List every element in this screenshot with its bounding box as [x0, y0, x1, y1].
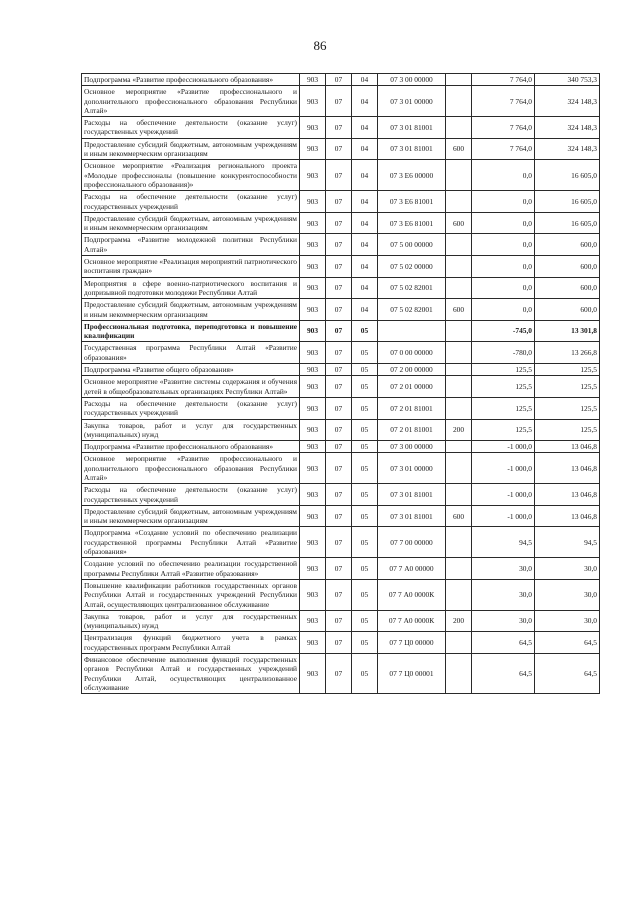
row-section-code: 07 — [326, 117, 352, 139]
row-total-amount: 16 605,0 — [535, 212, 600, 234]
row-subsection-code: 05 — [352, 632, 378, 654]
row-name: Подпрограмма «Развитие общего образования» — [82, 364, 300, 376]
row-section-code: 07 — [326, 299, 352, 321]
row-subsection-code: 04 — [352, 160, 378, 191]
row-target-article: 07 3 00 00000 — [378, 74, 446, 86]
row-expense-type: 600 — [446, 299, 472, 321]
row-subsection-code: 05 — [352, 376, 378, 398]
row-name: Расходы на обеспечение деятельности (оказание услуг) государственных учреждений — [82, 484, 300, 506]
row-subsection-code: 04 — [352, 74, 378, 86]
row-change-amount: -780,0 — [472, 342, 535, 364]
row-subsection-code: 04 — [352, 86, 378, 117]
table-row — [82, 342, 600, 364]
row-admin-code: 903 — [300, 364, 326, 376]
row-total-amount: 94,5 — [535, 527, 600, 558]
row-name: Подпрограмма «Развитие профессионального образования» — [82, 441, 300, 453]
row-section-code: 07 — [326, 364, 352, 376]
row-admin-code: 903 — [300, 160, 326, 191]
row-subsection-code: 05 — [352, 579, 378, 610]
row-expense-type — [446, 558, 472, 580]
row-section-code: 07 — [326, 579, 352, 610]
row-subsection-code: 05 — [352, 505, 378, 527]
row-name: Подпрограмма «Развитие профессионального образования» — [82, 74, 300, 86]
row-change-amount: 0,0 — [472, 256, 535, 278]
row-admin-code: 903 — [300, 234, 326, 256]
table-row — [82, 160, 600, 191]
row-expense-type — [446, 632, 472, 654]
row-total-amount: 125,5 — [535, 364, 600, 376]
table-row — [82, 74, 600, 86]
row-change-amount: 0,0 — [472, 191, 535, 213]
row-target-article: 07 2 00 00000 — [378, 364, 446, 376]
row-expense-type: 600 — [446, 212, 472, 234]
row-change-amount: 7 764,0 — [472, 117, 535, 139]
row-admin-code: 903 — [300, 256, 326, 278]
row-total-amount: 600,0 — [535, 299, 600, 321]
row-section-code: 07 — [326, 234, 352, 256]
row-total-amount: 324 148,3 — [535, 117, 600, 139]
table-row — [82, 610, 600, 632]
row-subsection-code: 05 — [352, 441, 378, 453]
page-number: 86 — [313, 38, 327, 53]
row-section-code: 07 — [326, 212, 352, 234]
row-admin-code: 903 — [300, 610, 326, 632]
row-expense-type — [446, 74, 472, 86]
row-expense-type — [446, 342, 472, 364]
table-row — [82, 527, 600, 558]
row-total-amount: 13 046,8 — [535, 505, 600, 527]
row-admin-code: 903 — [300, 558, 326, 580]
row-total-amount: 16 605,0 — [535, 191, 600, 213]
row-name: Расходы на обеспечение деятельности (оказание услуг) государственных учреждений — [82, 117, 300, 139]
row-name: Предоставление субсидий бюджетным, автономным учреждениям и иным некоммерческим организациям — [82, 138, 300, 160]
row-change-amount: 7 764,0 — [472, 138, 535, 160]
row-total-amount: 125,5 — [535, 376, 600, 398]
row-total-amount: 64,5 — [535, 654, 600, 694]
row-change-amount: 125,5 — [472, 397, 535, 419]
row-total-amount: 64,5 — [535, 632, 600, 654]
table-row — [82, 505, 600, 527]
table-row — [82, 234, 600, 256]
row-admin-code: 903 — [300, 320, 326, 342]
row-subsection-code: 05 — [352, 484, 378, 506]
row-name: Подпрограмма «Создание условий по обеспечению реализации государственной программы Республики Алтай «Развитие образования» — [82, 527, 300, 558]
row-subsection-code: 04 — [352, 299, 378, 321]
row-expense-type — [446, 397, 472, 419]
table-row — [82, 86, 600, 117]
table-row — [82, 376, 600, 398]
row-subsection-code: 04 — [352, 234, 378, 256]
table-row — [82, 558, 600, 580]
row-admin-code: 903 — [300, 376, 326, 398]
row-total-amount: 13 301,8 — [535, 320, 600, 342]
row-change-amount: 94,5 — [472, 527, 535, 558]
table-row — [82, 441, 600, 453]
row-total-amount: 125,5 — [535, 419, 600, 441]
row-admin-code: 903 — [300, 212, 326, 234]
row-name: Подпрограмма «Развитие молодежной политики Республики Алтай» — [82, 234, 300, 256]
row-name: Расходы на обеспечение деятельности (оказание услуг) государственных учреждений — [82, 191, 300, 213]
row-admin-code: 903 — [300, 86, 326, 117]
row-subsection-code: 05 — [352, 453, 378, 484]
row-target-article: 07 3 01 00000 — [378, 86, 446, 117]
row-target-article: 07 3 01 81001 — [378, 117, 446, 139]
row-target-article: 07 2 01 81001 — [378, 419, 446, 441]
row-target-article: 07 7 А0 0000К — [378, 579, 446, 610]
row-admin-code: 903 — [300, 419, 326, 441]
row-total-amount: 30,0 — [535, 610, 600, 632]
row-expense-type — [446, 527, 472, 558]
table-row — [82, 299, 600, 321]
row-section-code: 07 — [326, 256, 352, 278]
row-change-amount: -745,0 — [472, 320, 535, 342]
row-total-amount: 13 266,8 — [535, 342, 600, 364]
row-target-article: 07 3 E6 00000 — [378, 160, 446, 191]
row-total-amount: 324 148,3 — [535, 86, 600, 117]
row-expense-type — [446, 364, 472, 376]
table-row — [82, 138, 600, 160]
row-expense-type — [446, 277, 472, 299]
row-section-code: 07 — [326, 527, 352, 558]
row-subsection-code: 05 — [352, 397, 378, 419]
table-row — [82, 484, 600, 506]
row-target-article: 07 3 00 00000 — [378, 441, 446, 453]
row-change-amount: 0,0 — [472, 212, 535, 234]
row-name: Основное мероприятие «Развитие профессионального и дополнительного профессионального образования Республики Алтай» — [82, 453, 300, 484]
row-total-amount: 600,0 — [535, 256, 600, 278]
row-subsection-code: 04 — [352, 277, 378, 299]
row-name: Закупка товаров, работ и услуг для государственных (муниципальных) нужд — [82, 419, 300, 441]
row-target-article: 07 3 01 81001 — [378, 138, 446, 160]
row-subsection-code: 04 — [352, 191, 378, 213]
row-target-article: 07 7 А0 0000К — [378, 610, 446, 632]
row-admin-code: 903 — [300, 74, 326, 86]
row-section-code: 07 — [326, 558, 352, 580]
row-expense-type — [446, 484, 472, 506]
row-subsection-code: 04 — [352, 117, 378, 139]
row-admin-code: 903 — [300, 138, 326, 160]
table-row — [82, 117, 600, 139]
row-target-article: 07 3 01 81001 — [378, 505, 446, 527]
row-section-code: 07 — [326, 160, 352, 191]
row-expense-type — [446, 376, 472, 398]
row-total-amount: 125,5 — [535, 397, 600, 419]
row-subsection-code: 04 — [352, 138, 378, 160]
row-target-article: 07 5 00 00000 — [378, 234, 446, 256]
row-change-amount: 125,5 — [472, 419, 535, 441]
table-row — [82, 277, 600, 299]
row-target-article: 07 7 00 00000 — [378, 527, 446, 558]
row-change-amount: 0,0 — [472, 277, 535, 299]
row-section-code: 07 — [326, 453, 352, 484]
row-name: Расходы на обеспечение деятельности (оказание услуг) государственных учреждений — [82, 397, 300, 419]
row-change-amount: -1 000,0 — [472, 505, 535, 527]
row-section-code: 07 — [326, 191, 352, 213]
row-change-amount: 30,0 — [472, 610, 535, 632]
row-expense-type — [446, 86, 472, 117]
row-target-article: 07 7 Ц0 00001 — [378, 654, 446, 694]
row-admin-code: 903 — [300, 191, 326, 213]
row-section-code: 07 — [326, 342, 352, 364]
row-total-amount: 16 605,0 — [535, 160, 600, 191]
row-name: Государственная программа Республики Алтай «Развитие образования» — [82, 342, 300, 364]
row-expense-type — [446, 117, 472, 139]
row-name: Основное мероприятие «Реализация мероприятий патриотического воспитания граждан» — [82, 256, 300, 278]
row-name: Централизация функций бюджетного учета в рамках государственных программ Республики Алтай — [82, 632, 300, 654]
row-subsection-code: 05 — [352, 364, 378, 376]
row-section-code: 07 — [326, 397, 352, 419]
row-expense-type — [446, 160, 472, 191]
row-target-article: 07 7 А0 00000 — [378, 558, 446, 580]
row-subsection-code: 05 — [352, 342, 378, 364]
row-name: Закупка товаров, работ и услуг для государственных (муниципальных) нужд — [82, 610, 300, 632]
row-expense-type — [446, 256, 472, 278]
row-change-amount: -1 000,0 — [472, 453, 535, 484]
row-target-article: 07 2 01 00000 — [378, 376, 446, 398]
row-target-article: 07 3 01 81001 — [378, 484, 446, 506]
table-row — [82, 453, 600, 484]
table-row — [82, 256, 600, 278]
row-section-code: 07 — [326, 505, 352, 527]
row-expense-type — [446, 191, 472, 213]
row-change-amount: 0,0 — [472, 160, 535, 191]
row-name: Профессиональная подготовка, переподготовка и повышение квалификации — [82, 320, 300, 342]
table-row — [82, 632, 600, 654]
row-expense-type: 600 — [446, 138, 472, 160]
row-target-article: 07 7 Ц0 00000 — [378, 632, 446, 654]
row-section-code: 07 — [326, 441, 352, 453]
row-section-code: 07 — [326, 654, 352, 694]
row-target-article: 07 3 E6 81001 — [378, 212, 446, 234]
row-expense-type — [446, 579, 472, 610]
row-expense-type: 200 — [446, 419, 472, 441]
row-subsection-code: 04 — [352, 212, 378, 234]
row-change-amount: 30,0 — [472, 558, 535, 580]
row-subsection-code: 05 — [352, 558, 378, 580]
row-name: Предоставление субсидий бюджетным, автономным учреждениям и иным некоммерческим организациям — [82, 299, 300, 321]
row-expense-type — [446, 654, 472, 694]
row-target-article: 07 3 01 00000 — [378, 453, 446, 484]
table-row — [82, 654, 600, 694]
row-target-article: 07 3 E6 81001 — [378, 191, 446, 213]
row-name: Повышение квалификации работников государственных органов Республики Алтай и государственных учреждений Республики Алтай, осуществляющих централизованное обслуживание — [82, 579, 300, 610]
row-expense-type: 600 — [446, 505, 472, 527]
row-target-article: 07 5 02 00000 — [378, 256, 446, 278]
row-total-amount: 13 046,8 — [535, 441, 600, 453]
row-expense-type — [446, 320, 472, 342]
budget-table-body — [82, 74, 600, 694]
row-admin-code: 903 — [300, 453, 326, 484]
row-admin-code: 903 — [300, 579, 326, 610]
row-change-amount: 125,5 — [472, 376, 535, 398]
table-row — [82, 191, 600, 213]
table-row — [82, 579, 600, 610]
row-admin-code: 903 — [300, 632, 326, 654]
row-total-amount: 600,0 — [535, 234, 600, 256]
row-total-amount: 30,0 — [535, 558, 600, 580]
row-admin-code: 903 — [300, 441, 326, 453]
row-change-amount: 7 764,0 — [472, 74, 535, 86]
row-change-amount: -1 000,0 — [472, 441, 535, 453]
row-subsection-code: 05 — [352, 654, 378, 694]
row-admin-code: 903 — [300, 342, 326, 364]
row-target-article: 07 5 02 82001 — [378, 299, 446, 321]
row-name: Основное мероприятие «Развитие системы содержания и обучения детей в общеобразовательных организациях Республики Алтай» — [82, 376, 300, 398]
row-change-amount: 0,0 — [472, 234, 535, 256]
row-admin-code: 903 — [300, 527, 326, 558]
row-change-amount: 0,0 — [472, 299, 535, 321]
row-total-amount: 13 046,8 — [535, 453, 600, 484]
row-name: Финансовое обеспечение выполнения функций государственных органов Республики Алтай и государственных учреждений Республики Алтай, осуществляющих централизованное обслуживание — [82, 654, 300, 694]
table-row — [82, 419, 600, 441]
row-subsection-code: 05 — [352, 610, 378, 632]
row-name: Основное мероприятие «Развитие профессионального и дополнительного профессионального образования Республики Алтай» — [82, 86, 300, 117]
row-change-amount: -1 000,0 — [472, 484, 535, 506]
row-total-amount: 13 046,8 — [535, 484, 600, 506]
row-section-code: 07 — [326, 138, 352, 160]
row-total-amount: 600,0 — [535, 277, 600, 299]
row-admin-code: 903 — [300, 277, 326, 299]
row-total-amount: 340 753,3 — [535, 74, 600, 86]
table-row — [82, 320, 600, 342]
row-name: Предоставление субсидий бюджетным, автономным учреждениям и иным некоммерческим организациям — [82, 505, 300, 527]
row-admin-code: 903 — [300, 117, 326, 139]
table-row — [82, 364, 600, 376]
row-section-code: 07 — [326, 484, 352, 506]
table-row — [82, 397, 600, 419]
row-target-article: 07 0 00 00000 — [378, 342, 446, 364]
row-admin-code: 903 — [300, 299, 326, 321]
row-admin-code: 903 — [300, 484, 326, 506]
row-total-amount: 30,0 — [535, 579, 600, 610]
table-row — [82, 212, 600, 234]
row-section-code: 07 — [326, 86, 352, 117]
budget-table — [81, 73, 600, 694]
row-name: Мероприятия в сфере военно-патриотического воспитания и допризывной подготовки молодежи Республики Алтай — [82, 277, 300, 299]
row-target-article — [378, 320, 446, 342]
row-section-code: 07 — [326, 419, 352, 441]
row-subsection-code: 04 — [352, 256, 378, 278]
row-subsection-code: 05 — [352, 419, 378, 441]
row-expense-type: 200 — [446, 610, 472, 632]
row-section-code: 07 — [326, 610, 352, 632]
row-expense-type — [446, 453, 472, 484]
row-admin-code: 903 — [300, 654, 326, 694]
row-change-amount: 30,0 — [472, 579, 535, 610]
row-target-article: 07 2 01 81001 — [378, 397, 446, 419]
row-expense-type — [446, 441, 472, 453]
row-admin-code: 903 — [300, 505, 326, 527]
row-name: Создание условий по обеспечению реализации государственной программы Республики Алтай «Развитие образования» — [82, 558, 300, 580]
row-expense-type — [446, 234, 472, 256]
row-change-amount: 64,5 — [472, 632, 535, 654]
row-target-article: 07 5 02 82001 — [378, 277, 446, 299]
row-section-code: 07 — [326, 376, 352, 398]
row-subsection-code: 05 — [352, 320, 378, 342]
row-section-code: 07 — [326, 277, 352, 299]
row-section-code: 07 — [326, 320, 352, 342]
row-change-amount: 64,5 — [472, 654, 535, 694]
row-subsection-code: 05 — [352, 527, 378, 558]
row-name: Основное мероприятие «Реализация регионального проекта «Молодые профессионалы (повышение конкурентоспособности профессионального образования)» — [82, 160, 300, 191]
row-total-amount: 324 148,3 — [535, 138, 600, 160]
row-section-code: 07 — [326, 632, 352, 654]
row-change-amount: 7 764,0 — [472, 86, 535, 117]
row-section-code: 07 — [326, 74, 352, 86]
row-name: Предоставление субсидий бюджетным, автономным учреждениям и иным некоммерческим организациям — [82, 212, 300, 234]
row-change-amount: 125,5 — [472, 364, 535, 376]
row-admin-code: 903 — [300, 397, 326, 419]
